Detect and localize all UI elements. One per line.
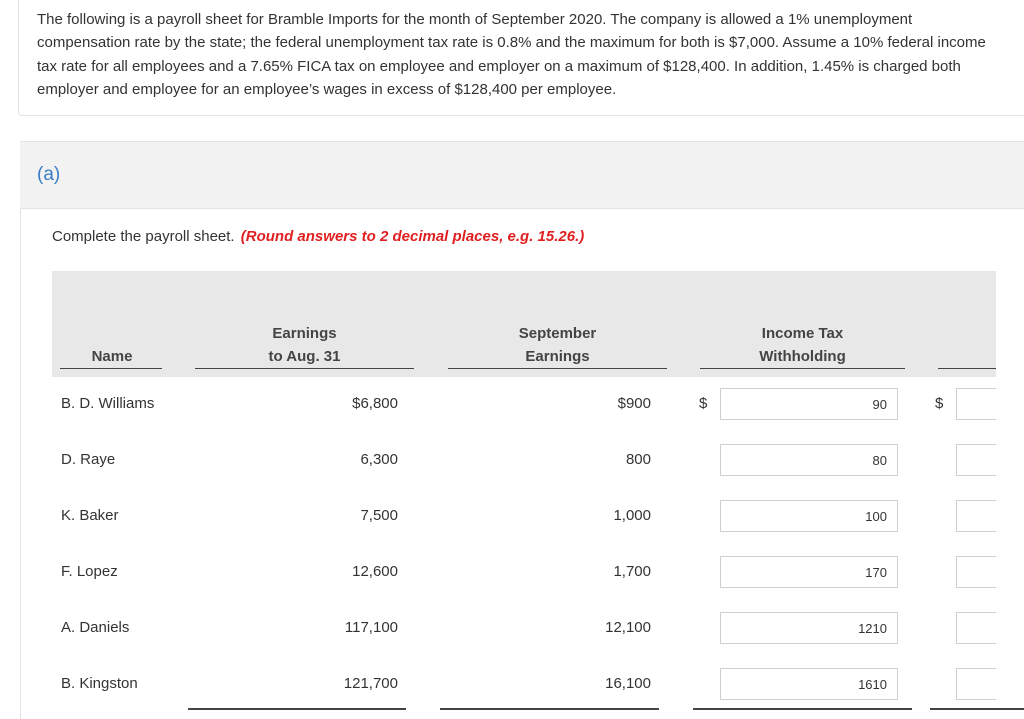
earnings-to-aug31: $6,800 (352, 395, 398, 412)
header-income-tax: Income Tax Withholding (759, 325, 846, 365)
problem-statement-panel (18, 0, 1024, 116)
employee-name: D. Raye (61, 451, 116, 468)
header-underline (448, 368, 667, 370)
rounding-note: (Round answers to 2 decimal places, e.g. 15.26.) (240, 228, 585, 245)
table-header (52, 271, 996, 377)
next-column-input[interactable] (956, 444, 996, 476)
september-earnings: 12,100 (605, 619, 651, 636)
september-earnings: 800 (625, 451, 651, 468)
total-underline (930, 708, 1024, 710)
employee-name: K. Baker (61, 507, 119, 524)
employee-name: B. Kingston (61, 675, 138, 692)
september-earnings: 1,000 (613, 507, 651, 524)
income-tax-input[interactable] (720, 444, 898, 476)
earnings-to-aug31: 7,500 (360, 507, 398, 524)
header-underline-next-column (938, 368, 996, 370)
part-header (20, 141, 1024, 209)
next-column-input[interactable] (956, 668, 996, 700)
employee-name: B. D. Williams (61, 395, 155, 412)
currency-symbol: $ (935, 395, 944, 412)
next-column-input[interactable] (956, 556, 996, 588)
september-earnings: $900 (617, 395, 651, 412)
header-underline (700, 368, 905, 370)
earnings-to-aug31: 121,700 (343, 675, 398, 692)
earnings-to-aug31: 117,100 (344, 619, 398, 636)
employee-name: A. Daniels (61, 619, 130, 636)
currency-symbol: $ (699, 395, 708, 412)
header-underline (60, 368, 162, 370)
income-tax-input[interactable] (720, 388, 898, 420)
total-underline (693, 708, 912, 710)
instruction-text: Complete the payroll sheet. (52, 228, 235, 245)
part-label: (a) (37, 164, 61, 185)
next-column-input[interactable] (956, 388, 996, 420)
total-underline (440, 708, 659, 710)
earnings-to-aug31: 12,600 (352, 563, 398, 580)
next-column-input[interactable] (956, 612, 996, 644)
september-earnings: 1,700 (613, 563, 651, 580)
header-earnings-to-aug31: Earnings to Aug. 31 (268, 325, 341, 365)
instruction (52, 228, 584, 245)
income-tax-input[interactable] (720, 556, 898, 588)
header-name: Name (91, 348, 133, 365)
income-tax-input[interactable] (720, 612, 898, 644)
employee-name: F. Lopez (61, 563, 118, 580)
income-tax-input[interactable] (720, 500, 898, 532)
total-underline (188, 708, 406, 710)
header-underline (195, 368, 414, 370)
next-column-input[interactable] (956, 500, 996, 532)
problem-statement: The following is a payroll sheet for Bramble Imports for the month of September 2020. The company is allowed a 1% unemployment compensation rate by the state; the federal unemployment tax rate is 0.8% and the maximum for both is $7,000. Assume a 10% federal income tax rate for all employees and a 7.65% FICA tax on employee and employer on a maximum of $128,400. In addition, 1.45% is charged both employer and employee for an employee’s wages in excess of $128,400 per employee. (37, 11, 986, 98)
header-september-earnings: September Earnings (518, 325, 597, 365)
september-earnings: 16,100 (605, 675, 651, 692)
income-tax-input[interactable] (720, 668, 898, 700)
earnings-to-aug31: 6,300 (360, 451, 398, 468)
